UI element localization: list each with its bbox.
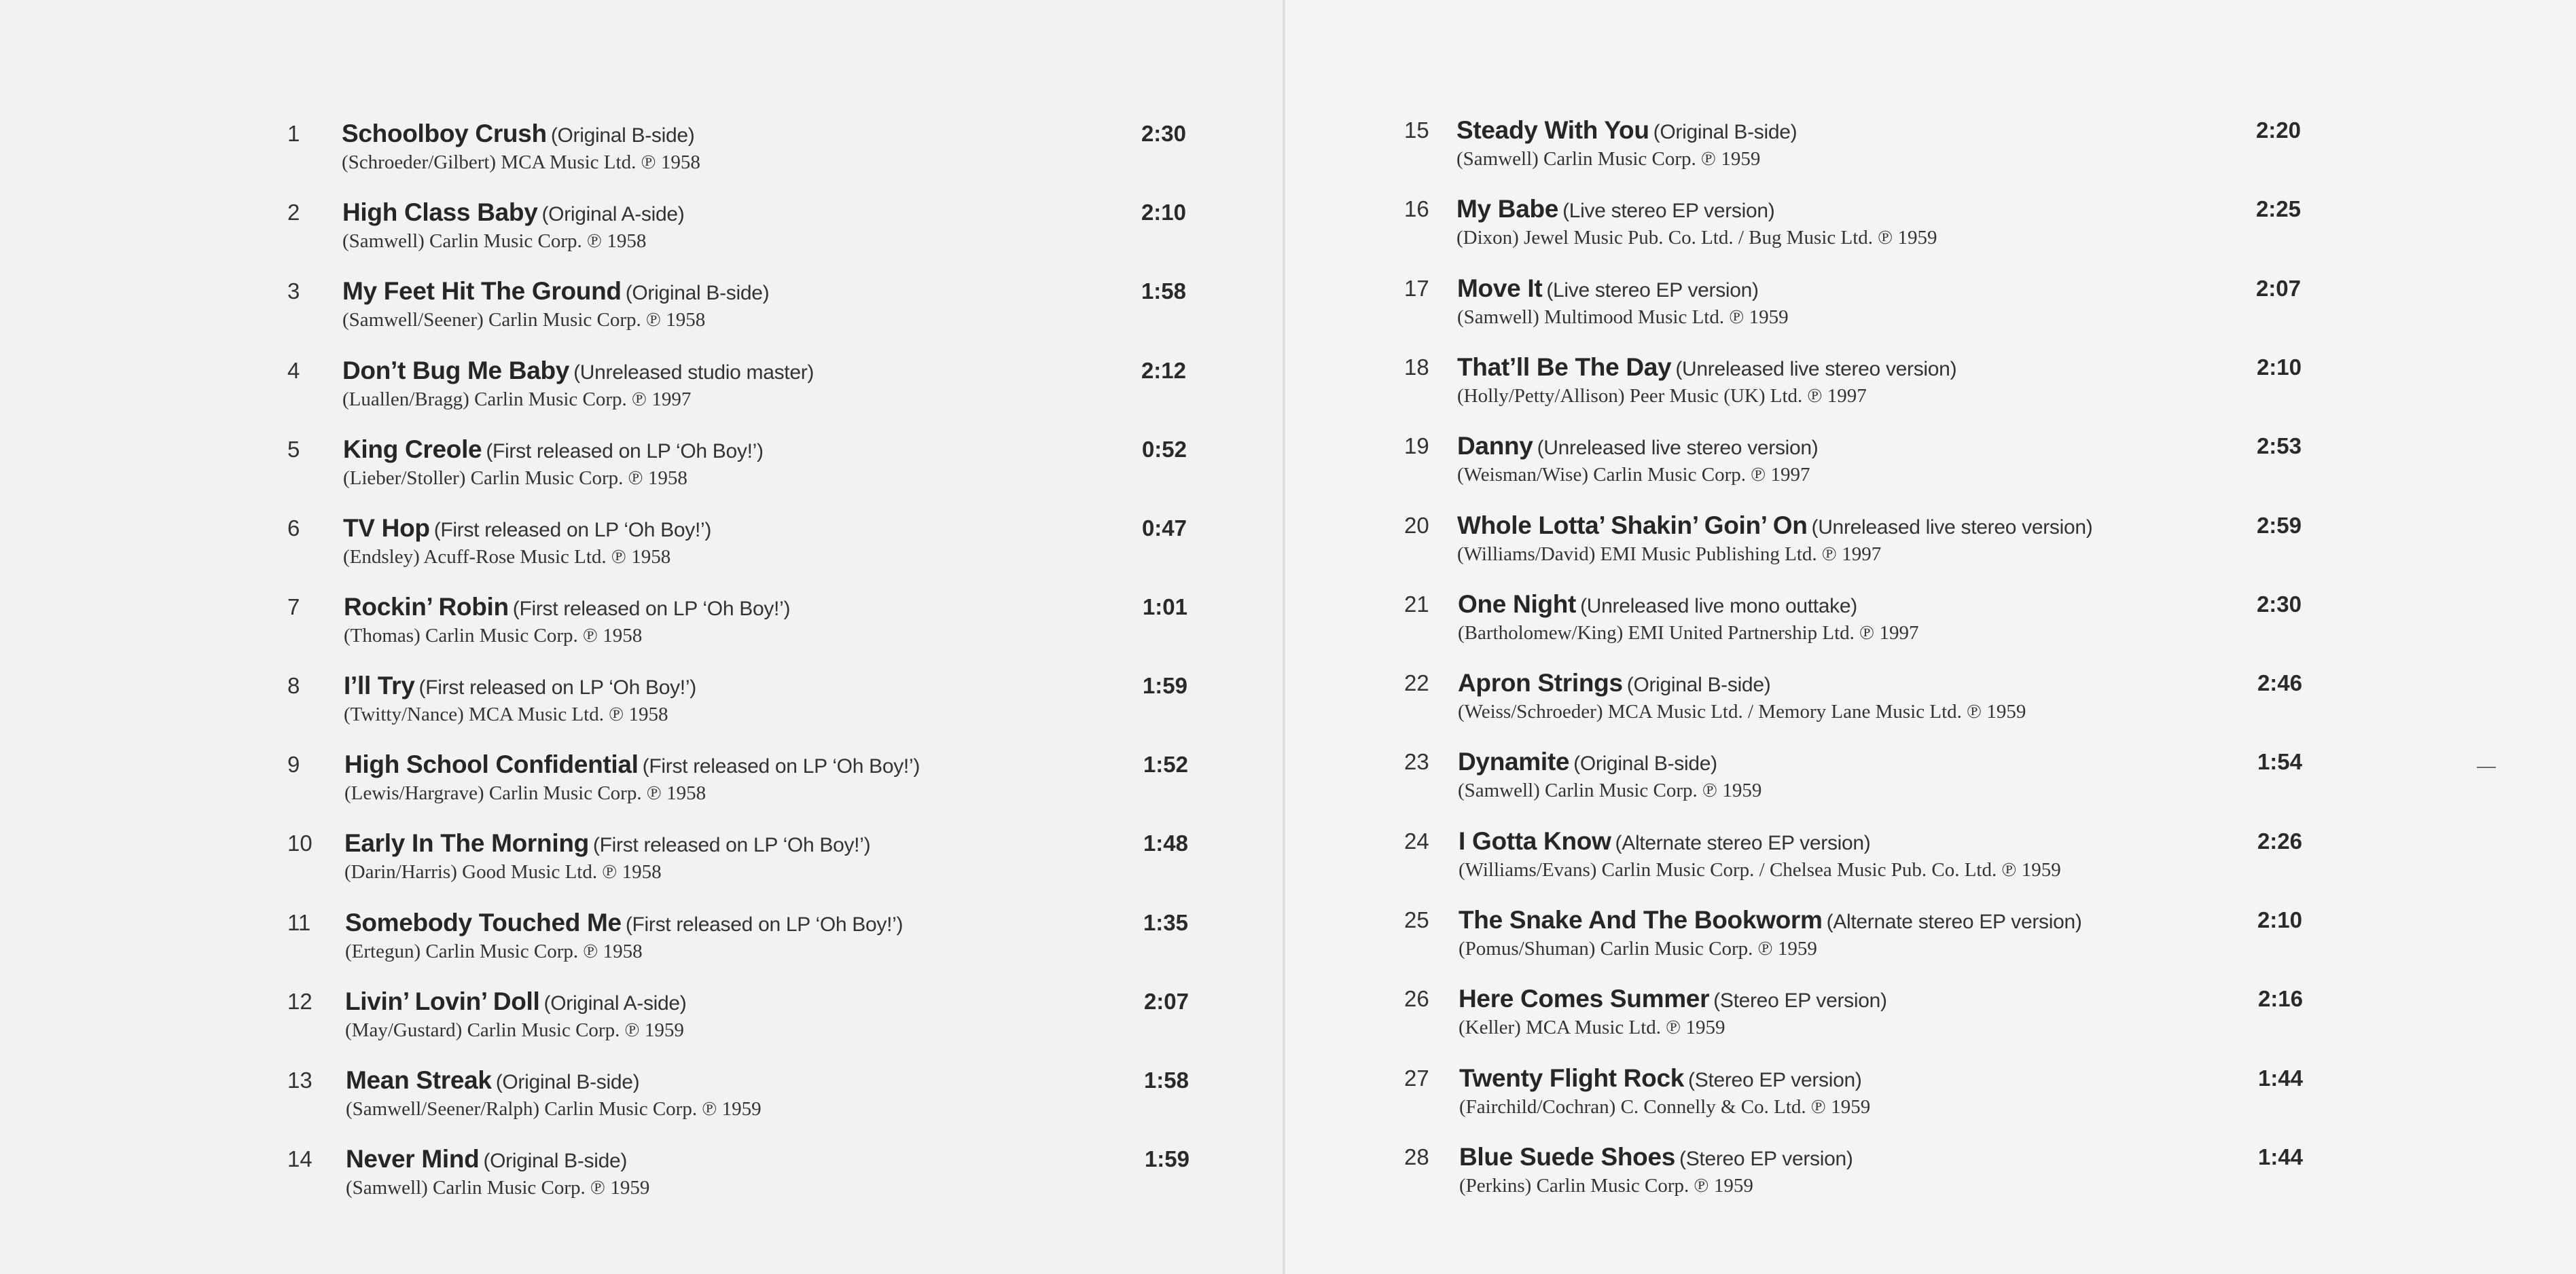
track-title: One Night bbox=[1458, 590, 1577, 618]
track-credits: (Samwell) Multimood Music Ltd. ℗ 1959 bbox=[1457, 306, 1789, 328]
track-version: (First released on LP ‘Oh Boy!’) bbox=[592, 834, 871, 856]
track-duration: 2:30 bbox=[1141, 121, 1186, 146]
track-title: Mean Streak bbox=[346, 1066, 492, 1094]
track-version: (First released on LP ‘Oh Boy!’) bbox=[486, 440, 764, 462]
track-duration: 2:30 bbox=[2256, 592, 2302, 617]
track-duration: 1:01 bbox=[1142, 594, 1187, 619]
track-number: 2 bbox=[287, 200, 300, 225]
track-version: (Alternate stereo EP version) bbox=[1615, 832, 1871, 854]
track-title: High Class Baby bbox=[342, 198, 538, 226]
track-version: (Live stereo EP version) bbox=[1562, 200, 1775, 222]
track-title-line bbox=[1456, 194, 1774, 230]
track-number: 3 bbox=[287, 278, 300, 304]
track-credits: (Keller) MCA Music Ltd. ℗ 1959 bbox=[1459, 1017, 1725, 1038]
track-title-line bbox=[342, 356, 814, 391]
track-title-line bbox=[1457, 431, 1819, 467]
track-title-line bbox=[344, 829, 870, 864]
track-number: 22 bbox=[1404, 670, 1429, 695]
track-number: 8 bbox=[287, 673, 300, 698]
track-title: TV Hop bbox=[343, 514, 430, 542]
track-number: 26 bbox=[1404, 986, 1429, 1011]
track-version: (Stereo EP version) bbox=[1688, 1069, 1862, 1091]
track-title: Twenty Flight Rock bbox=[1459, 1064, 1685, 1092]
track-number: 6 bbox=[287, 515, 300, 541]
track-title-line bbox=[344, 750, 920, 785]
track-version: (Unreleased live stereo version) bbox=[1537, 437, 1819, 459]
track-version: (Original B-side) bbox=[550, 124, 695, 147]
track-version: (First released on LP ‘Oh Boy!’) bbox=[433, 519, 712, 541]
booklet-fold bbox=[1283, 0, 1285, 1274]
track-duration: 2:25 bbox=[2255, 196, 2301, 221]
track-number: 19 bbox=[1404, 433, 1429, 458]
track-duration: 1:35 bbox=[1143, 910, 1188, 935]
track-title-line bbox=[342, 198, 684, 233]
track-title-line bbox=[344, 592, 790, 627]
track-duration: 2:20 bbox=[2255, 117, 2301, 143]
track-number: 16 bbox=[1404, 196, 1429, 221]
track-duration: 2:59 bbox=[2256, 513, 2302, 538]
track-version: (Live stereo EP version) bbox=[1546, 279, 1759, 302]
track-title-line bbox=[346, 1066, 639, 1101]
track-title: My Feet Hit The Ground bbox=[342, 277, 622, 305]
track-credits: (Schroeder/Gilbert) MCA Music Ltd. ℗ 1958 bbox=[342, 151, 700, 173]
track-duration: 2:10 bbox=[2257, 907, 2302, 932]
track-title: Livin’ Lovin’ Doll bbox=[345, 987, 540, 1015]
track-title: Danny bbox=[1457, 432, 1533, 460]
track-title-line bbox=[345, 908, 903, 943]
track-credits: (Ertegun) Carlin Music Corp. ℗ 1958 bbox=[345, 941, 643, 962]
track-title-line bbox=[1456, 115, 1797, 151]
track-number: 14 bbox=[287, 1146, 312, 1171]
track-title: The Snake And The Bookworm bbox=[1459, 906, 1823, 934]
track-version: (Alternate stereo EP version) bbox=[1826, 911, 2082, 933]
track-number: 28 bbox=[1404, 1144, 1429, 1169]
track-number: 10 bbox=[287, 831, 312, 856]
track-duration: 1:54 bbox=[2257, 749, 2302, 774]
track-credits: (Samwell) Carlin Music Corp. ℗ 1959 bbox=[1456, 148, 1761, 170]
track-duration: 0:47 bbox=[1141, 515, 1187, 541]
track-version: (Original B-side) bbox=[483, 1150, 628, 1172]
track-credits: (Lieber/Stoller) Carlin Music Corp. ℗ 1958 bbox=[343, 467, 687, 489]
track-number: 20 bbox=[1404, 513, 1429, 538]
track-credits: (Williams/David) EMI Music Publishing Ltd. ℗ 1997 bbox=[1457, 543, 1882, 565]
track-title: My Babe bbox=[1456, 195, 1559, 223]
track-number: 7 bbox=[287, 594, 300, 619]
track-duration: 2:12 bbox=[1141, 358, 1186, 383]
track-number: 5 bbox=[287, 437, 300, 462]
track-version: (Original B-side) bbox=[625, 282, 770, 304]
track-title: Blue Suede Shoes bbox=[1459, 1143, 1676, 1171]
track-credits: (Endsley) Acuff-Rose Music Ltd. ℗ 1958 bbox=[343, 546, 671, 568]
track-version: (Unreleased live stereo version) bbox=[1811, 516, 2093, 539]
track-number: 11 bbox=[287, 910, 311, 935]
track-number: 9 bbox=[287, 752, 300, 777]
track-credits: (Fairchild/Cochran) C. Connelly & Co. Ltd. ℗ 1959 bbox=[1459, 1096, 1871, 1118]
track-credits: (Samwell) Carlin Music Corp. ℗ 1959 bbox=[346, 1177, 650, 1199]
track-credits: (Thomas) Carlin Music Corp. ℗ 1958 bbox=[344, 625, 643, 647]
track-duration: 2:07 bbox=[1143, 989, 1189, 1014]
track-duration: 2:10 bbox=[1141, 200, 1186, 225]
track-title-line bbox=[1458, 589, 1857, 625]
track-title: Apron Strings bbox=[1458, 669, 1623, 697]
track-duration: 2:07 bbox=[2255, 276, 2301, 301]
track-version: (Stereo EP version) bbox=[1679, 1148, 1853, 1170]
track-credits: (Holly/Petty/Allison) Peer Music (UK) Ltd. ℗ 1997 bbox=[1457, 385, 1867, 407]
track-title: Early In The Morning bbox=[344, 829, 589, 857]
track-title-line bbox=[1459, 984, 1887, 1019]
track-title: I Gotta Know bbox=[1459, 827, 1611, 855]
track-version: (First released on LP ‘Oh Boy!’) bbox=[512, 598, 791, 620]
track-number: 4 bbox=[287, 358, 300, 383]
track-duration: 2:46 bbox=[2257, 670, 2302, 695]
track-duration: 2:26 bbox=[2257, 829, 2302, 854]
track-title-line bbox=[1459, 826, 1870, 862]
track-duration: 1:58 bbox=[1141, 278, 1186, 304]
track-duration: 1:48 bbox=[1143, 831, 1188, 856]
track-version: (Stereo EP version) bbox=[1713, 989, 1887, 1012]
track-version: (Original A-side) bbox=[543, 992, 687, 1015]
track-credits: (Bartholomew/King) EMI United Partnership Ltd. ℗ 1997 bbox=[1458, 622, 1919, 644]
track-title: Here Comes Summer bbox=[1459, 985, 1710, 1013]
track-title: Steady With You bbox=[1456, 116, 1649, 144]
track-duration: 2:10 bbox=[2256, 354, 2302, 380]
track-duration: 1:59 bbox=[1142, 673, 1187, 698]
track-duration: 2:16 bbox=[2257, 986, 2303, 1011]
track-version: (Unreleased live mono outtake) bbox=[1580, 595, 1857, 617]
track-number: 27 bbox=[1404, 1066, 1429, 1091]
track-version: (Unreleased studio master) bbox=[573, 361, 815, 384]
track-number: 24 bbox=[1404, 829, 1429, 854]
track-number: 13 bbox=[287, 1068, 312, 1093]
track-duration: 1:59 bbox=[1144, 1146, 1189, 1171]
track-title-line bbox=[344, 671, 696, 706]
track-number: 17 bbox=[1404, 276, 1429, 301]
track-title: Schoolboy Crush bbox=[342, 120, 547, 147]
track-title: King Creole bbox=[343, 435, 482, 463]
track-title-line bbox=[1458, 668, 1770, 704]
track-title-line bbox=[346, 1144, 627, 1180]
track-title-line bbox=[1459, 905, 2082, 941]
track-number: 1 bbox=[287, 121, 300, 146]
track-credits: (Pomus/Shuman) Carlin Music Corp. ℗ 1959 bbox=[1459, 938, 1817, 960]
track-credits: (Samwell/Seener/Ralph) Carlin Music Corp. ℗ 1959 bbox=[346, 1098, 762, 1120]
track-credits: (Perkins) Carlin Music Corp. ℗ 1959 bbox=[1459, 1175, 1753, 1197]
track-credits: (Lewis/Hargrave) Carlin Music Corp. ℗ 1958 bbox=[344, 782, 706, 804]
track-number: 15 bbox=[1404, 117, 1429, 143]
track-credits: (Twitty/Nance) MCA Music Ltd. ℗ 1958 bbox=[344, 704, 668, 725]
track-duration: 1:52 bbox=[1143, 752, 1188, 777]
track-duration: 1:44 bbox=[2257, 1066, 2303, 1091]
track-number: 23 bbox=[1404, 749, 1429, 774]
track-version: (Unreleased live stereo version) bbox=[1675, 358, 1957, 380]
track-credits: (Darin/Harris) Good Music Ltd. ℗ 1958 bbox=[344, 861, 662, 883]
track-title-line bbox=[1459, 1142, 1853, 1178]
track-title-line bbox=[342, 276, 769, 312]
track-number: 18 bbox=[1404, 354, 1429, 380]
track-version: (Original B-side) bbox=[1653, 121, 1797, 143]
track-number: 25 bbox=[1404, 907, 1429, 932]
track-credits: (Weisman/Wise) Carlin Music Corp. ℗ 1997 bbox=[1457, 464, 1810, 486]
track-version: (Original A-side) bbox=[541, 203, 685, 225]
track-credits: (Williams/Evans) Carlin Music Corp. / Chelsea Music Pub. Co. Ltd. ℗ 1959 bbox=[1459, 859, 2061, 881]
track-version: (First released on LP ‘Oh Boy!’) bbox=[625, 913, 904, 936]
track-title: Whole Lotta’ Shakin’ Goin’ On bbox=[1457, 511, 1808, 539]
track-version: (Original B-side) bbox=[495, 1071, 640, 1093]
track-duration: 0:52 bbox=[1141, 437, 1187, 462]
track-title: Never Mind bbox=[346, 1145, 480, 1173]
trim-tick-mark bbox=[2477, 767, 2496, 768]
track-duration: 1:58 bbox=[1143, 1068, 1189, 1093]
track-credits: (May/Gustard) Carlin Music Corp. ℗ 1959 bbox=[345, 1019, 684, 1041]
track-title-line bbox=[345, 987, 687, 1022]
track-credits: (Weiss/Schroeder) MCA Music Ltd. / Memory Lane Music Ltd. ℗ 1959 bbox=[1458, 701, 2026, 723]
track-duration: 2:53 bbox=[2256, 433, 2302, 458]
track-title-line bbox=[342, 119, 694, 154]
track-title: Don’t Bug Me Baby bbox=[342, 357, 570, 384]
track-title-line bbox=[343, 435, 764, 470]
track-title: High School Confidential bbox=[344, 750, 639, 778]
track-title-line bbox=[1457, 352, 1956, 388]
track-title: I’ll Try bbox=[344, 672, 415, 699]
track-title-line bbox=[1457, 511, 2092, 546]
track-credits: (Dixon) Jewel Music Pub. Co. Ltd. / Bug Music Ltd. ℗ 1959 bbox=[1456, 227, 1937, 249]
track-duration: 1:44 bbox=[2257, 1144, 2303, 1169]
track-credits: (Samwell) Carlin Music Corp. ℗ 1959 bbox=[1458, 780, 1762, 801]
track-number: 12 bbox=[287, 989, 312, 1014]
track-title: Move It bbox=[1457, 274, 1543, 302]
track-version: (Original B-side) bbox=[1626, 674, 1771, 696]
track-credits: (Luallen/Bragg) Carlin Music Corp. ℗ 1997 bbox=[342, 388, 692, 410]
track-title: That’ll Be The Day bbox=[1457, 353, 1672, 381]
track-title-line bbox=[1457, 274, 1759, 309]
track-title: Rockin’ Robin bbox=[344, 593, 509, 621]
track-title-line bbox=[1459, 1063, 1862, 1099]
track-title-line bbox=[1458, 747, 1717, 782]
track-title-line bbox=[343, 513, 711, 549]
track-credits: (Samwell) Carlin Music Corp. ℗ 1958 bbox=[342, 230, 647, 252]
track-number: 21 bbox=[1404, 592, 1429, 617]
track-version: (Original B-side) bbox=[1573, 752, 1717, 775]
track-title: Somebody Touched Me bbox=[345, 909, 622, 936]
track-version: (First released on LP ‘Oh Boy!’) bbox=[418, 676, 696, 699]
track-credits: (Samwell/Seener) Carlin Music Corp. ℗ 1958 bbox=[342, 309, 706, 331]
track-version: (First released on LP ‘Oh Boy!’) bbox=[642, 755, 920, 778]
track-title: Dynamite bbox=[1458, 748, 1570, 776]
